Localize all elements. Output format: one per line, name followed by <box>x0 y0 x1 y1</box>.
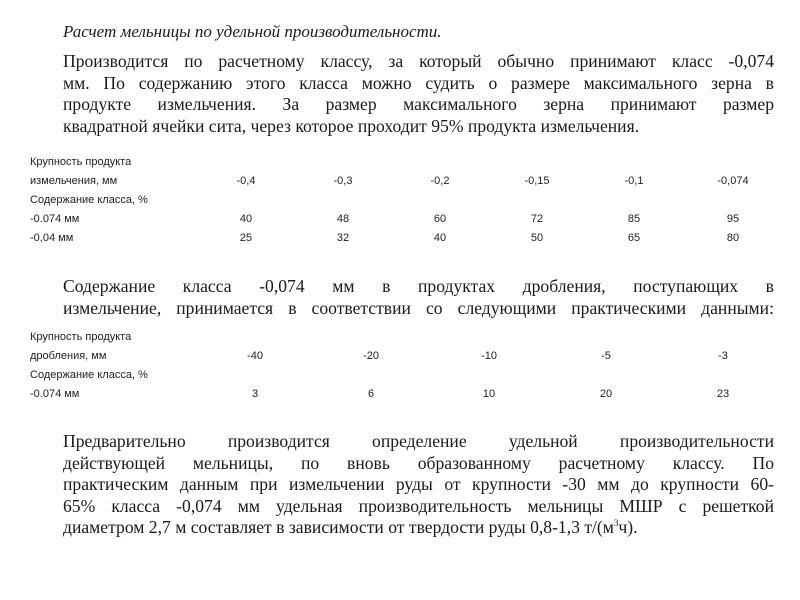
table-cell: -0,15 <box>524 175 550 187</box>
table-cell: 25 <box>239 232 253 244</box>
row-label: измельчения, мм <box>30 175 118 187</box>
table-cell: -0,4 <box>236 175 256 187</box>
paragraph-line: Предварительно производится определение удельной производительности <box>63 431 774 451</box>
table-cell: -10 <box>481 350 497 362</box>
table-cell: -3 <box>718 350 728 362</box>
table-cell: -20 <box>363 350 379 362</box>
crushing-size-table <box>30 328 770 403</box>
paragraph-line: мм. По содержанию этого класса можно судить о размере максимального зерна в <box>63 72 774 93</box>
row-label: дробления, мм <box>30 350 107 362</box>
paragraph-crushing <box>63 276 774 319</box>
table-row <box>30 210 770 229</box>
grind-size-table <box>30 153 770 248</box>
paragraph-line: Содержание класса -0,074 мм в продуктах дробления, поступающих в <box>63 276 774 296</box>
table-cell: 40 <box>433 232 447 244</box>
table-row <box>30 328 770 347</box>
paragraph-line: Производится по расчетному классу, за который обычно принимают класс -0,074 <box>63 51 774 71</box>
table-row <box>30 172 770 191</box>
row-label: Содержание класса, % <box>30 369 148 381</box>
row-label: Крупность продукта <box>30 331 132 343</box>
paragraph-line-final <box>63 517 774 539</box>
table-cell: 72 <box>530 213 544 225</box>
row-label: -0.074 мм <box>30 388 80 400</box>
table-cell: 95 <box>726 213 740 225</box>
table-cell: 80 <box>726 232 740 244</box>
row-label: Содержание класса, % <box>30 194 148 206</box>
section-title: Расчет мельницы по удельной производительности. <box>63 22 442 41</box>
table-row <box>30 347 770 366</box>
table-cell: -40 <box>247 350 263 362</box>
table-row <box>30 385 770 404</box>
table-cell: 3 <box>251 388 259 400</box>
paragraph-line: практическим данным при измельчении руды от крупности -30 мм до крупности 60- <box>63 474 774 494</box>
row-label: -0.074 мм <box>30 213 80 225</box>
table-cell: -0,3 <box>333 175 353 187</box>
table-cell: 20 <box>599 388 613 400</box>
table-cell: 50 <box>530 232 544 244</box>
table-cell: -0,074 <box>717 175 749 187</box>
table-cell: 65 <box>627 232 641 244</box>
table-row <box>30 153 770 172</box>
table-row <box>30 366 770 385</box>
table-cell: 48 <box>336 213 350 225</box>
table-cell: 10 <box>482 388 496 400</box>
table-row <box>30 191 770 210</box>
paragraph-intro <box>63 51 774 137</box>
table-cell: 23 <box>716 388 730 400</box>
paragraph-line: 65% класса -0,074 мм удельная производительность мельницы МШР с решеткой <box>63 495 774 516</box>
superscript: 3 <box>613 518 619 529</box>
table-cell: -5 <box>601 350 611 362</box>
table-cell: -0,1 <box>624 175 644 187</box>
paragraph-line: измельчение, принимается в соответствии со следующими практическими данными: <box>63 297 774 318</box>
paragraph-line: квадратной ячейки сита, через которое проходит 95% продукта измельчения. <box>63 115 640 136</box>
paragraph-line: действующей мельницы, по вновь образованному расчетному классу. По <box>63 452 774 473</box>
row-label: -0,04 мм <box>30 232 74 244</box>
table-cell: 85 <box>627 213 641 225</box>
table-cell: -0,2 <box>430 175 450 187</box>
table-row <box>30 229 770 248</box>
table-cell: 60 <box>433 213 447 225</box>
row-label: Крупность продукта <box>30 156 132 168</box>
paragraph-line: продукте измельчения. За размер максимального зерна принимают размер <box>63 94 774 114</box>
table-cell: 32 <box>336 232 350 244</box>
formula-text-end: ч). <box>618 517 638 537</box>
table-cell: 6 <box>367 388 375 400</box>
paragraph-productivity <box>63 431 774 539</box>
formula-text: диаметром 2,7 м составляет в зависимости от твердости руды 0,8-1,3 т/(м <box>63 517 614 537</box>
table-cell: 40 <box>239 213 253 225</box>
